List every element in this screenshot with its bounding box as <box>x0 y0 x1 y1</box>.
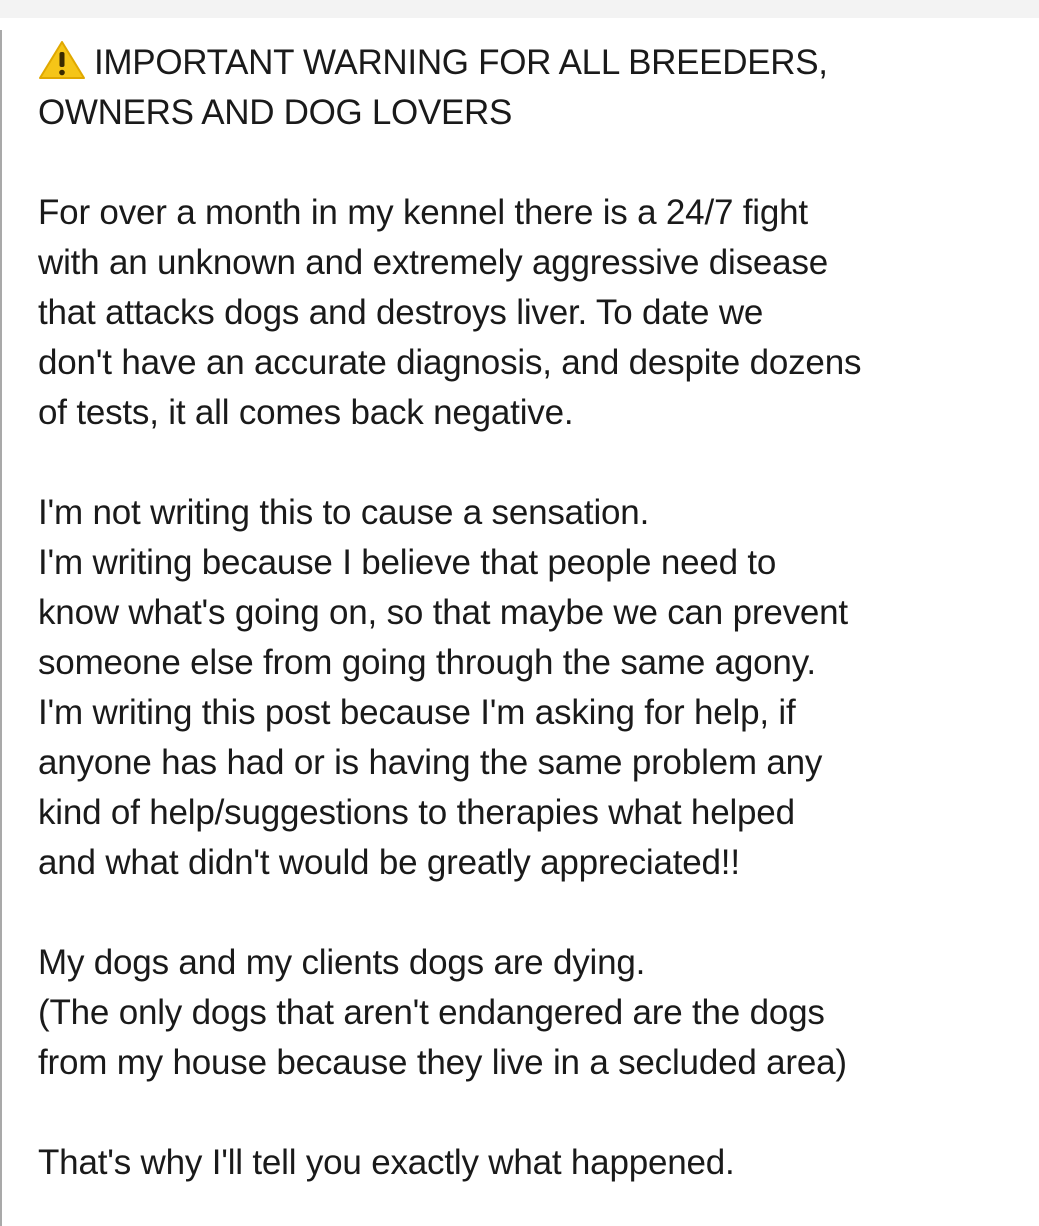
text-line: kind of help/suggestions to therapies what helped <box>38 793 795 832</box>
text-line: with an unknown and extremely aggressive disease <box>38 243 829 282</box>
text-line: I'm not writing this to cause a sensation. <box>38 493 650 532</box>
paragraph-spacer <box>38 438 1013 488</box>
text-line: My dogs and my clients dogs are dying. <box>38 943 646 982</box>
text-line: that attacks dogs and destroys liver. To date we <box>38 293 764 332</box>
headline-line-1: IMPORTANT WARNING FOR ALL BREEDERS, <box>94 43 828 82</box>
text-line: I'm writing this post because I'm asking for help, if <box>38 693 796 732</box>
post-body <box>38 38 1013 1188</box>
paragraph-spacer <box>38 888 1013 938</box>
text-line: I'm writing because I believe that people need to <box>38 543 777 582</box>
headline-line-2: OWNERS AND DOG LOVERS <box>38 93 513 132</box>
post-headline <box>38 38 1013 138</box>
text-line: of tests, it all comes back negative. <box>38 393 574 432</box>
text-line: from my house because they live in a secluded area) <box>38 1043 847 1082</box>
text-line: someone else from going through the same agony. <box>38 643 816 682</box>
paragraph-dogs-dying <box>38 938 1013 1088</box>
text-line: and what didn't would be greatly appreciated!! <box>38 843 740 882</box>
paragraph-spacer <box>38 1088 1013 1138</box>
text-line: know what's going on, so that maybe we can prevent <box>38 593 848 632</box>
text-line: anyone has had or is having the same problem any <box>38 743 823 782</box>
paragraph-request-for-help <box>38 488 1013 888</box>
headline-line <box>38 38 1013 88</box>
paragraph-closing <box>38 1138 1013 1188</box>
text-line: For over a month in my kennel there is a 24/7 fight <box>38 193 808 232</box>
top-divider <box>0 0 1039 18</box>
text-line: (The only dogs that aren't endangered are the dogs <box>38 993 825 1032</box>
text-line: That's why I'll tell you exactly what happened. <box>38 1143 735 1182</box>
paragraph-spacer <box>38 138 1013 188</box>
warning-triangle-icon <box>38 40 86 80</box>
left-border <box>0 30 2 1226</box>
text-line: don't have an accurate diagnosis, and despite dozens <box>38 343 862 382</box>
paragraph-disease-description <box>38 188 1013 438</box>
